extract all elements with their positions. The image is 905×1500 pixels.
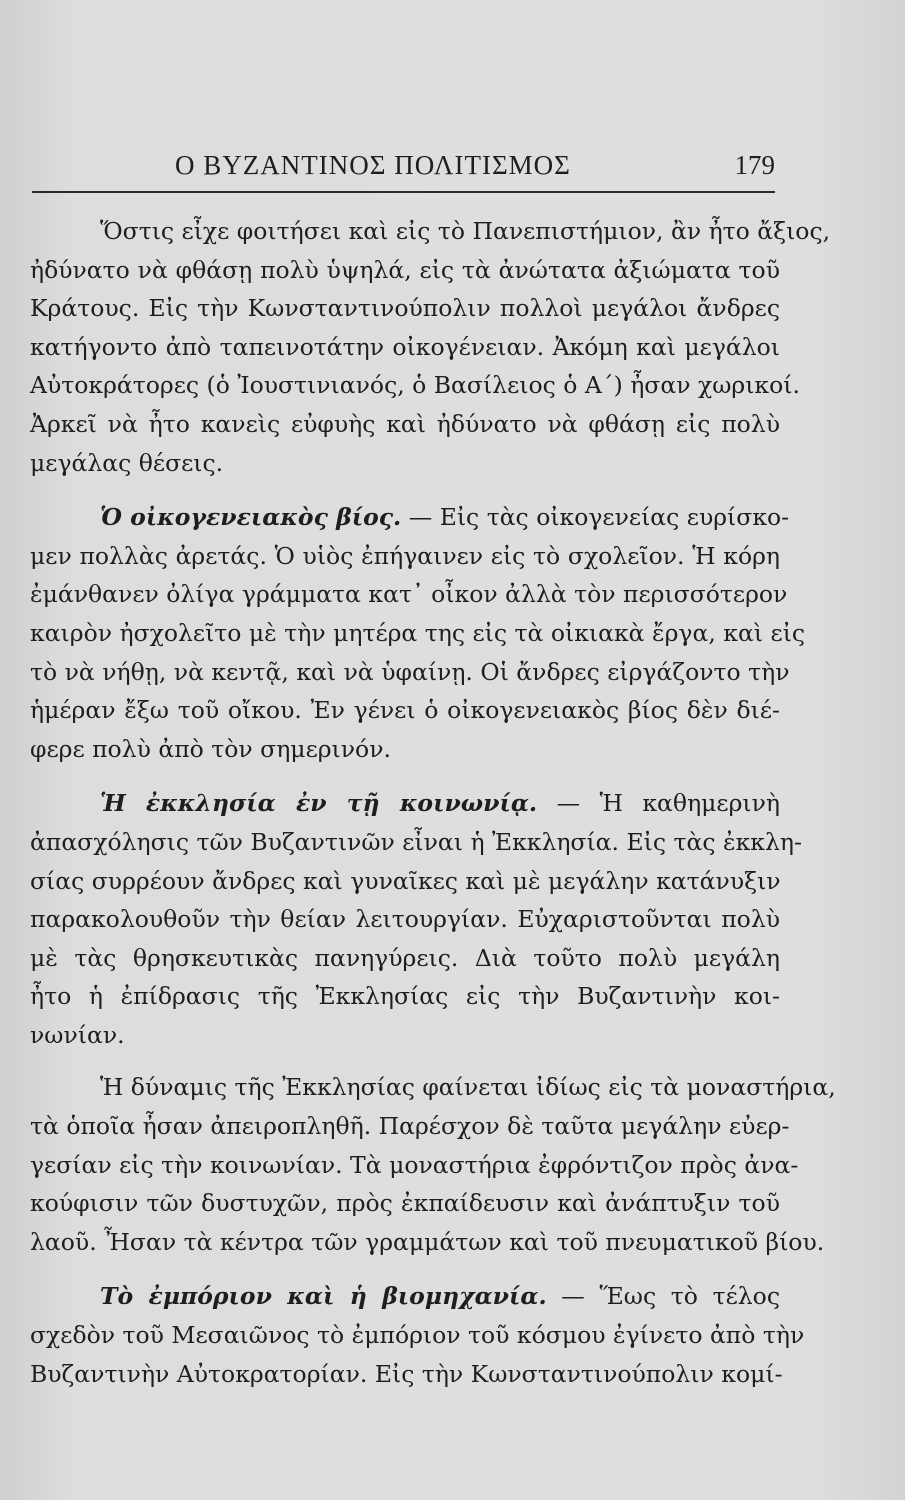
body-text	[30, 212, 836, 1393]
text-line: κατήγοντο ἀπὸ ταπεινοτάτην οἰκογένειαν. Ἀκόμη καὶ μεγάλοι	[30, 332, 780, 361]
text-line: Ὅστις εἶχε φοιτήσει καὶ εἰς τὸ Πανεπιστήμιον, ἂν ἦτο ἄξιος,	[100, 217, 831, 245]
paragraph	[30, 1068, 836, 1261]
text-line: λαοῦ. Ἦσαν τὰ κέντρα τῶν γραμμάτων καὶ τοῦ πνευματικοῦ βίου.	[30, 1227, 825, 1256]
text-line: τὸ νὰ νήθῃ, νὰ κεντᾷ, καὶ νὰ ὑφαίνῃ. Οἱ ἄνδρες εἰργάζοντο τὴν	[30, 657, 790, 686]
text-line: μὲ τὰς θρησκευτικὰς πανηγύρεις. Διὰ τοῦτο πολὺ μεγάλη	[30, 943, 780, 972]
text-line: τὰ ὁποῖα ἦσαν ἀπειροπληθῆ. Παρέσχον δὲ ταῦτα μεγάλην εὐερ-	[30, 1112, 790, 1141]
section-heading: Ὁ οἰκογενειακὸς βίος.	[100, 503, 402, 532]
paragraph	[30, 498, 806, 768]
paragraph	[30, 212, 831, 482]
text-line: παρακολουθοῦν τὴν θείαν λειτουργίαν. Εὐχαριστοῦνται πολὺ	[30, 905, 780, 934]
section-heading: Τὸ ἐμπόριον καὶ ἡ βιομηχανία.	[100, 1282, 547, 1311]
text-line: Ἀρκεῖ νὰ ἦτο κανεὶς εὐφυὴς καὶ ἠδύνατο νὰ φθάσῃ εἰς πολὺ	[30, 409, 780, 438]
text-line: γεσίαν εἰς τὴν κοινωνίαν. Τὰ μοναστήρια ἐφρόντιζον πρὸς ἀνα-	[30, 1150, 799, 1179]
text-line	[30, 498, 790, 537]
page-number: 179	[734, 150, 775, 180]
text-line: Βυζαντινὴν Αὐτοκρατορίαν. Εἰς τὴν Κωνσταντινούπολιν κομί-	[30, 1359, 783, 1388]
text-line: Αὐτοκράτορες (ὁ Ἰουστινιανός, ὁ Βασίλειος ὁ Α΄) ἦσαν χωρικοί.	[30, 371, 800, 400]
text-line: ἠδύνατο νὰ φθάσῃ πολὺ ὑψηλά, εἰς τὰ ἀνώτατα ἀξιώματα τοῦ	[30, 255, 780, 284]
text-line: Ἡ δύναμις τῆς Ἐκκλησίας φαίνεται ἰδίως εἰς τὰ μοναστήρια,	[100, 1073, 836, 1102]
running-title: Ο ΒΥΖΑΝΤΙΝΟΣ ΠΟΛΙΤΙΣΜΟΣ	[175, 150, 571, 180]
text-line: Κράτους. Εἰς τὴν Κωνσταντινούπολιν πολλοὶ μεγάλοι ἄνδρες	[30, 294, 780, 323]
text-line: μεγάλας θέσεις.	[30, 448, 224, 477]
paragraph	[30, 1277, 805, 1393]
text-line: μεν πολλὰς ἀρετάς. Ὁ υἱὸς ἐπήγαινεν εἰς τὸ σχολεῖον. Ἡ κόρη	[30, 541, 780, 570]
text-line: καιρὸν ἠσχολεῖτο μὲ τὴν μητέρα της εἰς τὰ οἰκιακὰ ἔργα, καὶ εἰς	[30, 618, 806, 647]
text-run: — Ἕως τὸ τέλος	[546, 1282, 780, 1311]
text-run: — Εἰς τὰς οἰκογενείας ευρίσκο-	[401, 503, 790, 532]
text-line: ἦτο ἡ ἐπίδρασις τῆς Ἐκκλησίας εἰς τὴν Βυζαντινὴν κοι-	[30, 982, 780, 1011]
paragraph	[30, 784, 802, 1054]
text-line: νωνίαν.	[30, 1020, 125, 1049]
text-run: — Ἡ καθημερινὴ	[537, 789, 780, 818]
page-header	[175, 150, 775, 186]
section-heading: Ἡ ἐκκλησία ἐν τῇ κοινωνίᾳ.	[100, 789, 538, 818]
header-rule	[32, 191, 775, 193]
text-line: ἐμάνθανεν ὀλίγα γράμματα κατ᾿ οἶκον ἀλλὰ τὸν περισσότερον	[30, 580, 788, 609]
text-line: φερε πολὺ ἀπὸ τὸν σημερινόν.	[30, 734, 391, 763]
text-line: σχεδὸν τοῦ Μεσαιῶνος τὸ ἐμπόριον τοῦ κόσμου ἐγίνετο ἀπὸ τὴν	[30, 1321, 805, 1350]
text-line: ἀπασχόλησις τῶν Βυζαντινῶν εἶναι ἡ Ἐκκλησία. Εἰς τὰς ἐκκλη-	[30, 827, 802, 856]
text-line	[30, 1277, 780, 1316]
text-line: ἡμέραν ἔξω τοῦ οἴκου. Ἐν γένει ὁ οἰκογενειακὸς βίος δὲν διέ-	[30, 696, 780, 725]
text-line	[30, 784, 780, 823]
text-line: σίας συρρέουν ἄνδρες καὶ γυναῖκες καὶ μὲ μεγάλην κατάνυξιν	[30, 866, 781, 895]
text-line: κούφισιν τῶν δυστυχῶν, πρὸς ἐκπαίδευσιν καὶ ἀνάπτυξιν τοῦ	[30, 1189, 780, 1218]
